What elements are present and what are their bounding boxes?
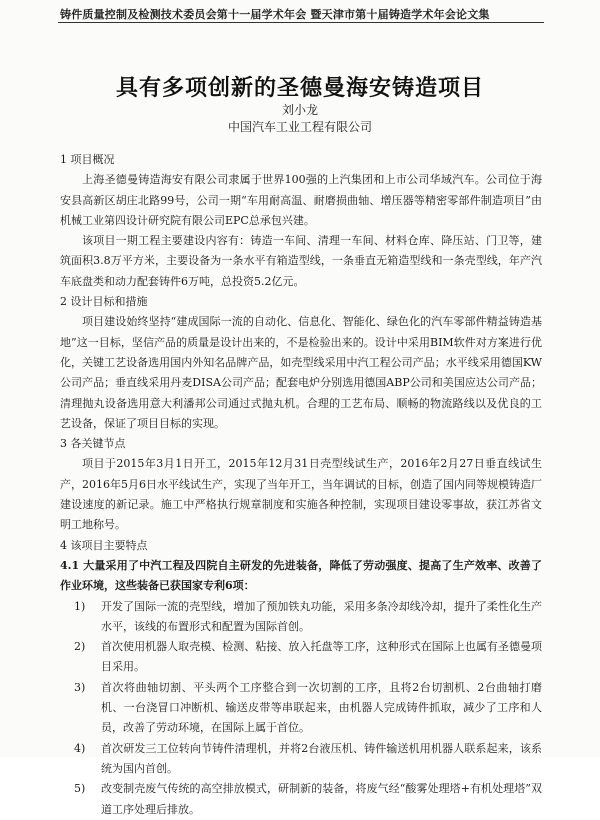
section-2-heading: 2 设计目标和措施 xyxy=(60,295,148,309)
list-item-text: 首次将曲轴切割、平头两个工序整合到一次切割的工序，且将2台切割机、2台曲轴打磨机、一台浇冒口冲断机、输送皮带等串联起来，由机器人完成铸件抓取，减少了工序和人员，改善了劳动环境，在国际上属于首位。 xyxy=(101,680,542,735)
list-item-number: 4) xyxy=(74,741,86,755)
list-item xyxy=(60,678,542,739)
section-2-paragraph-1: 项目建设始终坚持“建成国际一流的自动化、信息化、智能化、绿色化的汽车零部件精益铸造基地”这一目标，坚信产品的质量是设计出来的，不是检验出来的。设计中采用BIM软件对方案进行优化，关键工艺设备选用国内外知名品牌产品，如壳型线采用中汽工程公司产品；水平线采用德国KW公司产品；垂直线采用丹麦DISA公司产品；配套电炉分别选用德国ABP公司和美国应达公司产品；清理抛丸设备选用意大利潘邦公司通过式抛丸机。合理的工艺布局、顺畅的物流路线以及优良的工艺设备，保证了项目目标的实现。 xyxy=(60,315,542,430)
list-item-text: 首次研发三工位转向节铸件清理机，并将2台液压机、铸件输送机用机器人联系起来，该系统为国内首创。 xyxy=(101,741,542,775)
section-1-paragraph-1: 上海圣德曼铸造海安有限公司隶属于世界100强的上汽集团和上市公司华域汽车。公司位于海安县高新区胡庄北路99号，公司一期“车用耐高温、耐磨损曲轴、增压器等精密零部件制造项目”由机械工业第四设计研究院有限公司EPC总承包兴建。 xyxy=(60,173,542,227)
list-item-number: 5) xyxy=(74,782,86,796)
list-item-text: 改变制壳废气传统的高空排放模式，研制新的装备，将废气经“酸雾处理塔+有机处理塔”双道工序处理后排放。 xyxy=(101,782,542,816)
list-item-number: 1) xyxy=(74,599,86,613)
section-3-heading: 3 各关键节点 xyxy=(60,437,126,451)
author-affiliation: 中国汽车工业工程有限公司 xyxy=(227,120,372,134)
list-item xyxy=(60,597,542,638)
list-item-number: 2) xyxy=(74,640,86,654)
list-item-number: 3) xyxy=(74,680,86,694)
list-item xyxy=(60,637,542,678)
section-4-heading: 4 该项目主要特点 xyxy=(60,538,148,552)
section-1-paragraph-2: 该项目一期工程主要建设内容有：铸造一车间、清理一车间、材料仓库、降压站、门卫等，建筑面积3.8万平方米，主要设备为一条水平有箱造型线，一条垂直无箱造型线和一条壳型线，年产汽车底盘类和动力配套铸件6万吨，总投资5.2亿元。 xyxy=(60,234,542,288)
list-item-text: 开发了国际一流的壳型线，增加了预加铁丸功能，采用多条冷却线冷却，提升了柔性化生产水平，该线的布置形式和配置为国际首创。 xyxy=(101,599,542,633)
article-title: 具有多项创新的圣德曼海安铸造项目 xyxy=(115,75,484,101)
section-4-1-heading: 4.1 大量采用了中汽工程及四院自主研发的先进装备，降低了劳动强度、提高了生产效率、改善了作业环境，这些装备已获国家专利6项： xyxy=(60,558,542,593)
list-item xyxy=(60,739,542,780)
author-name: 刘小龙 xyxy=(281,103,318,117)
header-rule xyxy=(58,22,544,23)
running-header: 铸件质量控制及检测技术委员会第十一届学术年会 暨天津市第十届铸造学术年会论文集 xyxy=(60,8,490,21)
section-1-heading: 1 项目概况 xyxy=(60,153,115,166)
list-item xyxy=(60,779,542,820)
list-item-text: 首次使用机器人取壳模、检测、粘接、放入托盘等工序，这种形式在国际上也属有圣德曼项目采用。 xyxy=(101,640,542,674)
feature-list xyxy=(60,597,542,820)
section-3-paragraph-1: 项目于2015年3月1日开工，2015年12月31日壳型线试生产，2016年2月27日垂直线试生产，2016年5月6日水平线试生产，实现了当年开工，当年调试的目标，创造了国内同等规模铸造厂建设速度的新记录。施工中严格执行规章制度和实施各种控制，实现项目建设零事故，获江苏省文明工地称号。 xyxy=(60,457,542,532)
article-body xyxy=(60,150,542,820)
